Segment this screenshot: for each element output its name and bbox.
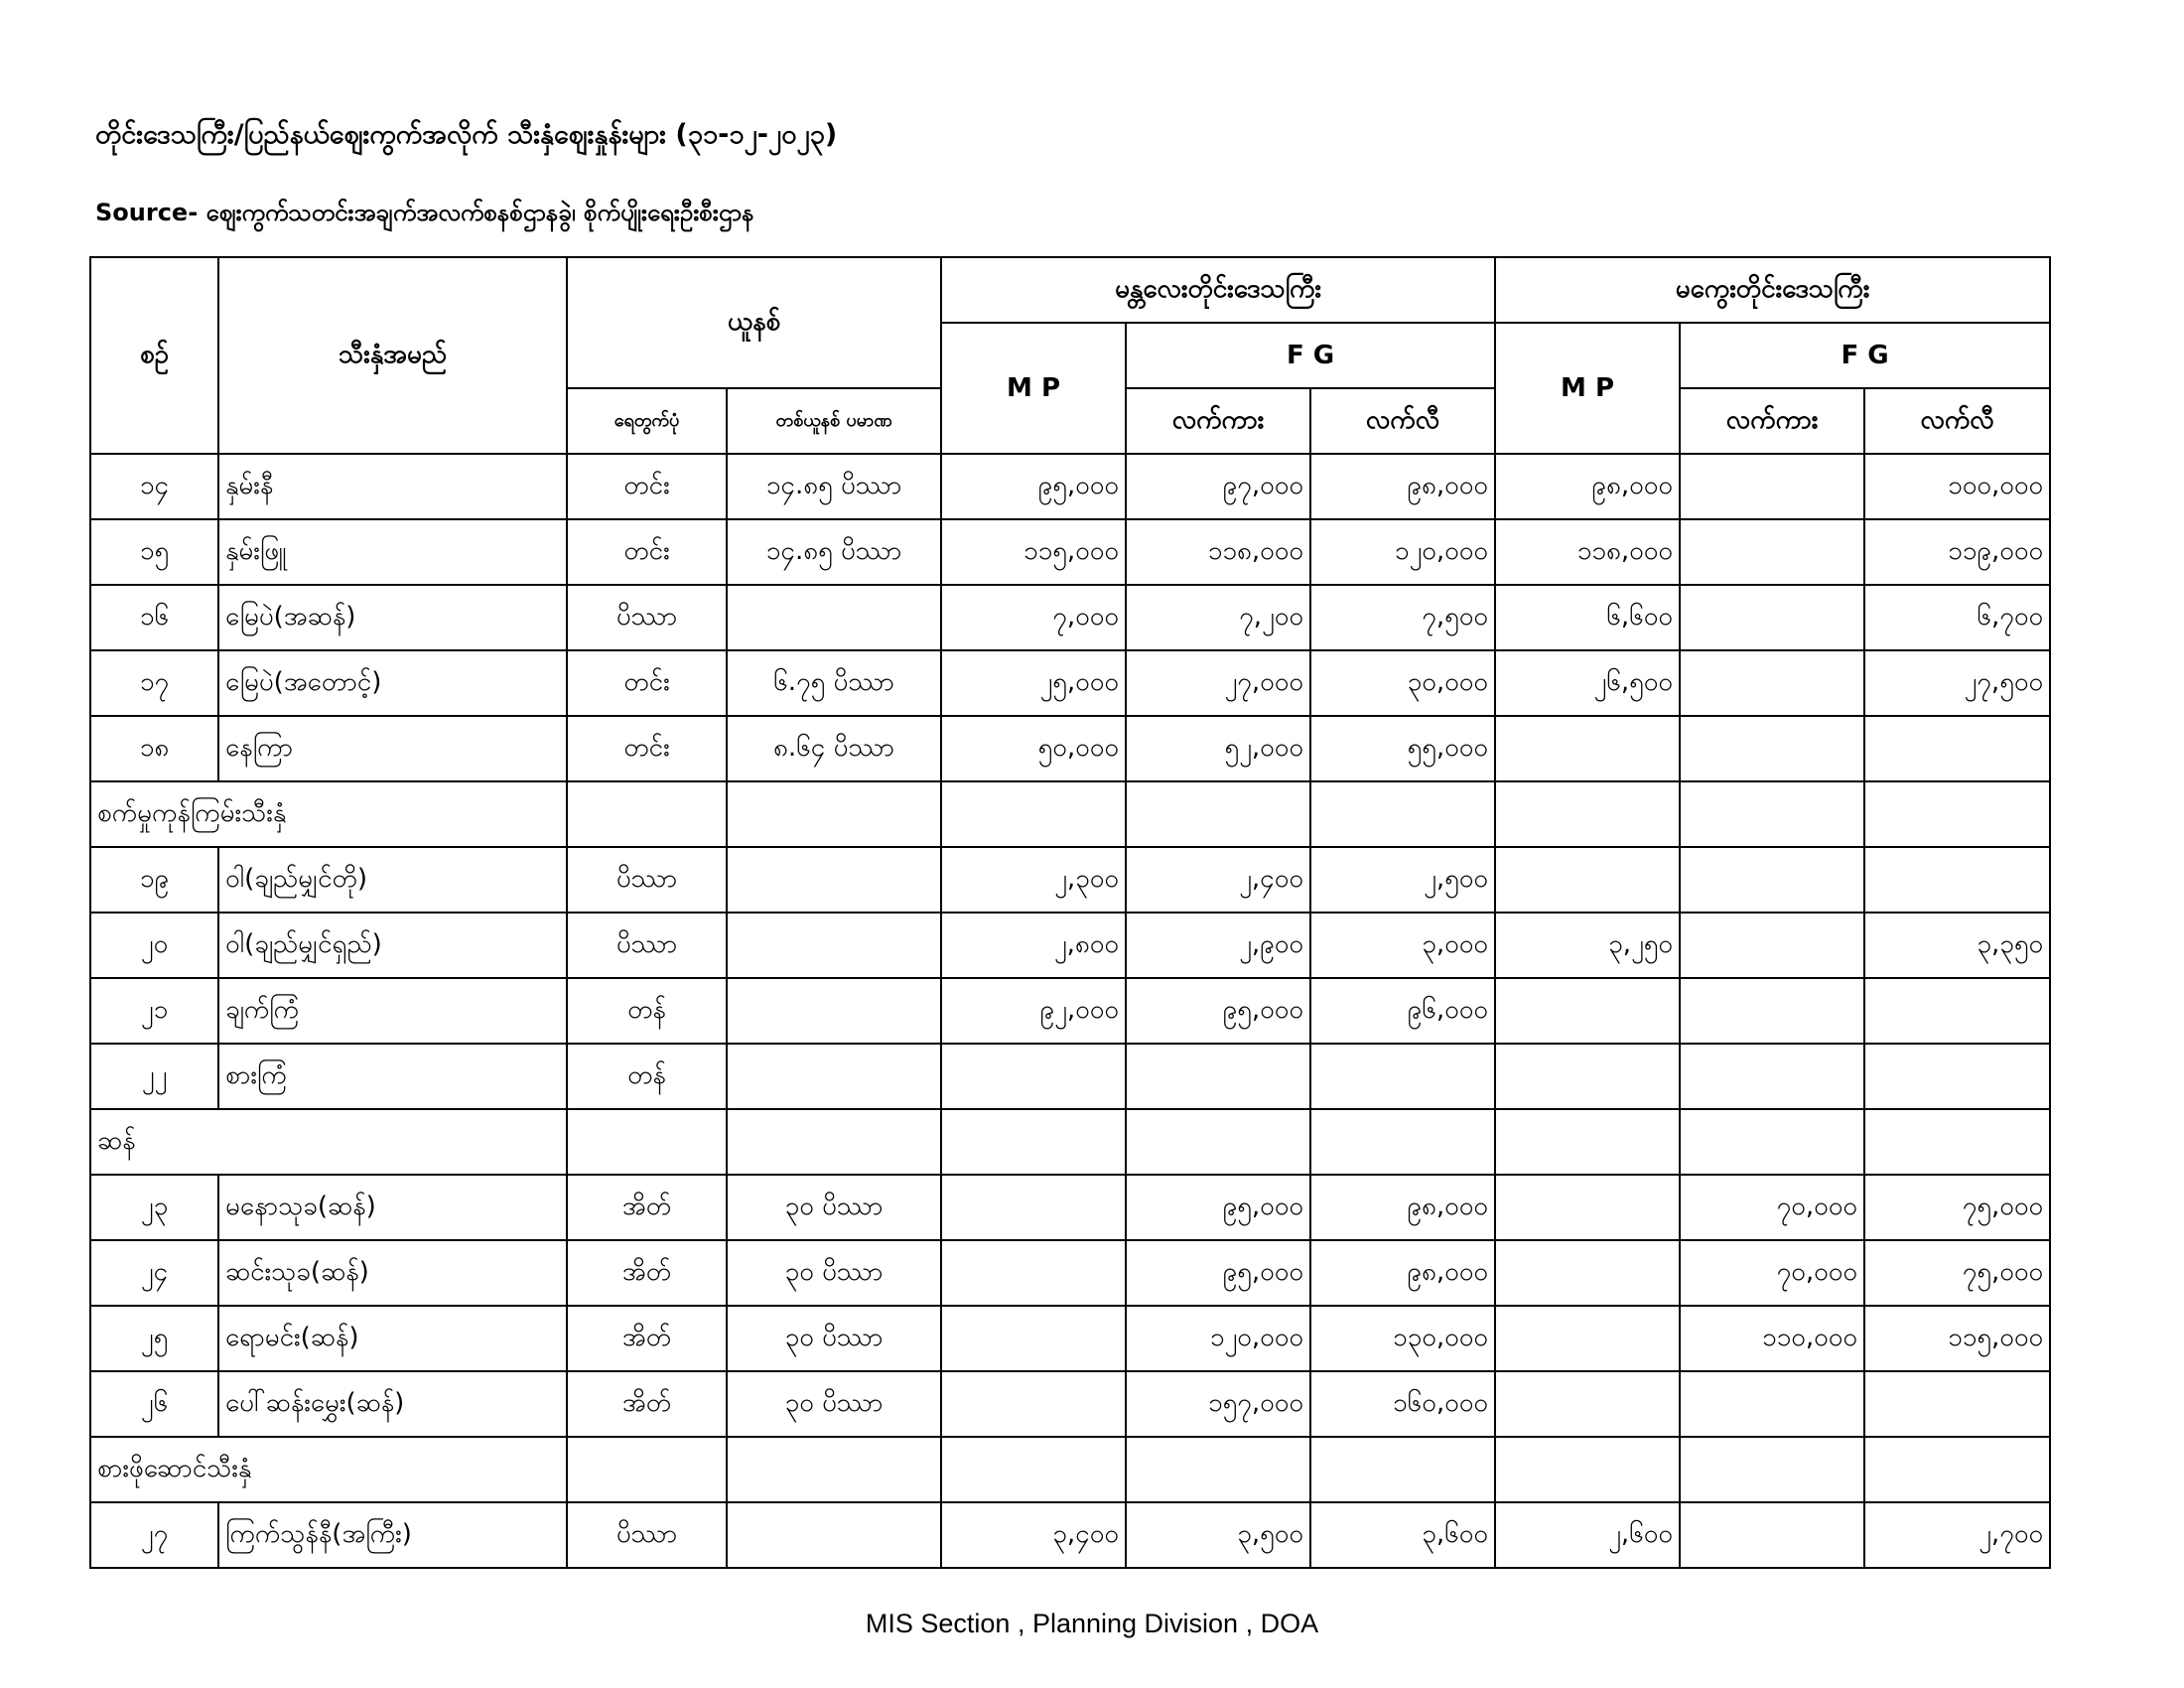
table-row — [90, 1044, 2050, 1109]
table-row — [90, 519, 2050, 585]
magway-retail-price — [1864, 978, 2050, 1044]
mandalay-mp-price — [941, 1044, 1126, 1109]
unit-local: အိတ် — [567, 1175, 727, 1240]
empty-cell — [727, 1109, 941, 1175]
category-label: ဆန် — [90, 1109, 567, 1175]
empty-cell — [1310, 781, 1495, 847]
mandalay-retail-price: ၂,၅၀၀ — [1310, 847, 1495, 913]
mandalay-wholesale-price: ၅၂,၀၀၀ — [1126, 716, 1310, 781]
row-number: ၂၇ — [90, 1502, 218, 1568]
header-mandalay-retail: လက်လီ — [1310, 388, 1495, 454]
magway-wholesale-price — [1680, 454, 1864, 519]
header-region-mandalay: မန္တလေးတိုင်းဒေသကြီး — [941, 257, 1495, 323]
crop-name: နှမ်းနီ — [218, 454, 567, 519]
empty-cell — [567, 781, 727, 847]
mandalay-wholesale-price: ၁၅၇,၀၀၀ — [1126, 1371, 1310, 1437]
table-row — [90, 650, 2050, 716]
crop-name: နှမ်းဖြူ — [218, 519, 567, 585]
header-magway-fg: F G — [1680, 323, 2050, 388]
empty-cell — [1495, 1437, 1680, 1502]
row-number: ၂၃ — [90, 1175, 218, 1240]
magway-mp-price — [1495, 1175, 1680, 1240]
category-row — [90, 1109, 2050, 1175]
magway-mp-price — [1495, 1044, 1680, 1109]
unit-local: တင်း — [567, 519, 727, 585]
table-row — [90, 1240, 2050, 1306]
crop-name: မြေပဲ(အဆန်) — [218, 585, 567, 650]
magway-mp-price: ၃,၂၅၀ — [1495, 913, 1680, 978]
crop-name: ပေါ်ဆန်းမွှေး(ဆန်) — [218, 1371, 567, 1437]
mandalay-retail-price: ၃,၀၀၀ — [1310, 913, 1495, 978]
mandalay-wholesale-price — [1126, 1044, 1310, 1109]
empty-cell — [1680, 1109, 1864, 1175]
unit-weight: ၃၀ ပိဿာ — [727, 1306, 941, 1371]
crop-name: နေကြာ — [218, 716, 567, 781]
table-row — [90, 847, 2050, 913]
crop-name: ဝါ(ချည်မျှင်ရှည်) — [218, 913, 567, 978]
mandalay-retail-price — [1310, 1044, 1495, 1109]
unit-weight — [727, 847, 941, 913]
row-number: ၁၈ — [90, 716, 218, 781]
unit-local: တန် — [567, 1044, 727, 1109]
magway-retail-price: ၁၁၉,၀၀၀ — [1864, 519, 2050, 585]
magway-wholesale-price — [1680, 913, 1864, 978]
mandalay-retail-price: ၇,၅၀၀ — [1310, 585, 1495, 650]
magway-retail-price: ၇၅,၀၀၀ — [1864, 1240, 2050, 1306]
row-number: ၂၁ — [90, 978, 218, 1044]
empty-cell — [567, 1109, 727, 1175]
unit-weight — [727, 978, 941, 1044]
unit-local: တင်း — [567, 650, 727, 716]
header-row-1 — [90, 257, 2050, 323]
table-row — [90, 454, 2050, 519]
unit-weight — [727, 1044, 941, 1109]
mandalay-wholesale-price: ၃,၅၀၀ — [1126, 1502, 1310, 1568]
mandalay-retail-price: ၁၆၀,၀၀၀ — [1310, 1371, 1495, 1437]
unit-local: တင်း — [567, 454, 727, 519]
empty-cell — [1126, 1437, 1310, 1502]
table-row — [90, 716, 2050, 781]
table-body — [90, 257, 2050, 1568]
category-label: စားဖိုဆောင်သီးနှံ — [90, 1437, 567, 1502]
header-unit-local: ရေတွက်ပုံ — [567, 388, 727, 454]
unit-weight: ၃၀ ပိဿာ — [727, 1371, 941, 1437]
empty-cell — [941, 781, 1126, 847]
row-number: ၁၇ — [90, 650, 218, 716]
header-name: သီးနှံအမည် — [218, 257, 567, 454]
mandalay-mp-price — [941, 1306, 1126, 1371]
magway-retail-price: ၇၅,၀၀၀ — [1864, 1175, 2050, 1240]
magway-mp-price — [1495, 716, 1680, 781]
magway-retail-price: ၁၀၀,၀၀၀ — [1864, 454, 2050, 519]
empty-cell — [1495, 1109, 1680, 1175]
crop-name: ရောမင်း(ဆန်) — [218, 1306, 567, 1371]
mandalay-mp-price: ၅၀,၀၀၀ — [941, 716, 1126, 781]
magway-retail-price — [1864, 716, 2050, 781]
magway-retail-price: ၃,၃၅၀ — [1864, 913, 2050, 978]
unit-weight: ၆.၇၅ ပိဿာ — [727, 650, 941, 716]
mandalay-retail-price: ၅၅,၀၀၀ — [1310, 716, 1495, 781]
mandalay-mp-price: ၂၅,၀၀၀ — [941, 650, 1126, 716]
mandalay-retail-price: ၁၂၀,၀၀၀ — [1310, 519, 1495, 585]
magway-mp-price — [1495, 1240, 1680, 1306]
mandalay-retail-price: ၁၃၀,၀၀၀ — [1310, 1306, 1495, 1371]
mandalay-mp-price: ၁၁၅,၀၀၀ — [941, 519, 1126, 585]
crop-name: ဝါ(ချည်မျှင်တို) — [218, 847, 567, 913]
magway-wholesale-price — [1680, 1502, 1864, 1568]
table-row — [90, 1502, 2050, 1568]
crop-name: မနောသုခ(ဆန်) — [218, 1175, 567, 1240]
unit-weight: ၈.၆၄ ပိဿာ — [727, 716, 941, 781]
mandalay-wholesale-price: ၁၂၀,၀၀၀ — [1126, 1306, 1310, 1371]
mandalay-wholesale-price: ၉၅,၀၀၀ — [1126, 1240, 1310, 1306]
empty-cell — [567, 1437, 727, 1502]
magway-retail-price — [1864, 847, 2050, 913]
header-unit: ယူနစ် — [567, 257, 941, 388]
mandalay-wholesale-price: ၉၇,၀၀၀ — [1126, 454, 1310, 519]
unit-local: ပိဿာ — [567, 913, 727, 978]
mandalay-retail-price: ၃,၆၀၀ — [1310, 1502, 1495, 1568]
crop-name: မြေပဲ(အတောင့်) — [218, 650, 567, 716]
unit-weight — [727, 1502, 941, 1568]
table-row — [90, 585, 2050, 650]
unit-local: တင်း — [567, 716, 727, 781]
magway-mp-price: ၁၁၈,၀၀၀ — [1495, 519, 1680, 585]
magway-wholesale-price — [1680, 847, 1864, 913]
unit-local: အိတ် — [567, 1306, 727, 1371]
mandalay-mp-price: ၇,၀၀၀ — [941, 585, 1126, 650]
magway-wholesale-price — [1680, 1044, 1864, 1109]
mandalay-mp-price: ၉၂,၀၀၀ — [941, 978, 1126, 1044]
row-number: ၁၆ — [90, 585, 218, 650]
empty-cell — [1680, 1437, 1864, 1502]
empty-cell — [941, 1437, 1126, 1502]
empty-cell — [1126, 1109, 1310, 1175]
magway-retail-price: ၂,၇၀၀ — [1864, 1502, 2050, 1568]
magway-wholesale-price — [1680, 519, 1864, 585]
unit-local: တန် — [567, 978, 727, 1044]
mandalay-retail-price: ၉၆,၀၀၀ — [1310, 978, 1495, 1044]
row-number: ၁၅ — [90, 519, 218, 585]
empty-cell — [727, 1437, 941, 1502]
mandalay-wholesale-price: ၉၅,၀၀၀ — [1126, 978, 1310, 1044]
row-number: ၂၅ — [90, 1306, 218, 1371]
header-mandalay-fg: F G — [1126, 323, 1495, 388]
row-number: ၂၀ — [90, 913, 218, 978]
header-mandalay-wholesale: လက်ကား — [1126, 388, 1310, 454]
table-row — [90, 1371, 2050, 1437]
row-number: ၂၆ — [90, 1371, 218, 1437]
unit-weight: ၃၀ ပိဿာ — [727, 1240, 941, 1306]
magway-mp-price — [1495, 847, 1680, 913]
magway-mp-price — [1495, 1371, 1680, 1437]
mandalay-mp-price — [941, 1371, 1126, 1437]
header-no: စဉ် — [90, 257, 218, 454]
unit-local: ပိဿာ — [567, 847, 727, 913]
magway-wholesale-price: ၇၀,၀၀၀ — [1680, 1175, 1864, 1240]
mandalay-retail-price: ၉၈,၀၀၀ — [1310, 1240, 1495, 1306]
header-region-magway: မကွေးတိုင်းဒေသကြီး — [1495, 257, 2050, 323]
row-number: ၂၄ — [90, 1240, 218, 1306]
empty-cell — [1864, 1109, 2050, 1175]
magway-mp-price: ၂၆,၅၀၀ — [1495, 650, 1680, 716]
magway-wholesale-price — [1680, 1371, 1864, 1437]
magway-wholesale-price — [1680, 650, 1864, 716]
magway-retail-price: ၁၁၅,၀၀၀ — [1864, 1306, 2050, 1371]
empty-cell — [1680, 781, 1864, 847]
mandalay-mp-price: ၂,၃၀၀ — [941, 847, 1126, 913]
magway-wholesale-price — [1680, 716, 1864, 781]
unit-weight — [727, 585, 941, 650]
unit-weight: ၃၀ ပိဿာ — [727, 1175, 941, 1240]
unit-local: အိတ် — [567, 1240, 727, 1306]
mandalay-mp-price: ၃,၄၀၀ — [941, 1502, 1126, 1568]
row-number: ၁၉ — [90, 847, 218, 913]
table-row — [90, 1306, 2050, 1371]
mandalay-mp-price: ၉၅,၀၀၀ — [941, 454, 1126, 519]
unit-local: အိတ် — [567, 1371, 727, 1437]
price-table — [89, 256, 2051, 1569]
mandalay-wholesale-price: ၂,၄၀၀ — [1126, 847, 1310, 913]
mandalay-wholesale-price: ၇,၂၀၀ — [1126, 585, 1310, 650]
category-row — [90, 781, 2050, 847]
magway-retail-price — [1864, 1044, 2050, 1109]
category-label: စက်မှုကုန်ကြမ်းသီးနှံ — [90, 781, 567, 847]
empty-cell — [1864, 1437, 2050, 1502]
unit-weight: ၁၄.၈၅ ပိဿာ — [727, 519, 941, 585]
empty-cell — [941, 1109, 1126, 1175]
magway-retail-price: ၆,၇၀၀ — [1864, 585, 2050, 650]
crop-name: ဆင်းသုခ(ဆန်) — [218, 1240, 567, 1306]
header-unit-weight: တစ်ယူနစ် ပမာဏ — [727, 388, 941, 454]
empty-cell — [727, 781, 941, 847]
empty-cell — [1310, 1109, 1495, 1175]
magway-wholesale-price — [1680, 978, 1864, 1044]
header-magway-mp: M P — [1495, 323, 1680, 454]
footer-text: MIS Section , Planning Division , DOA — [865, 1609, 1319, 1638]
magway-wholesale-price: ၁၁၀,၀၀၀ — [1680, 1306, 1864, 1371]
mandalay-mp-price — [941, 1240, 1126, 1306]
unit-local: ပိဿာ — [567, 1502, 727, 1568]
magway-wholesale-price: ၇၀,၀၀၀ — [1680, 1240, 1864, 1306]
table-row — [90, 978, 2050, 1044]
table-row — [90, 913, 2050, 978]
source-line: Source- ဈေးကွက်သတင်းအချက်အလက်စနစ်ဌာနခွဲ၊ စိုက်ပျိုးရေးဦးစီးဌာန — [95, 199, 754, 226]
table-row — [90, 1175, 2050, 1240]
mandalay-retail-price: ၃၀,၀၀၀ — [1310, 650, 1495, 716]
empty-cell — [1126, 781, 1310, 847]
crop-name: ကြက်သွန်နီ(အကြီး) — [218, 1502, 567, 1568]
header-mandalay-mp: M P — [941, 323, 1126, 454]
empty-cell — [1864, 781, 2050, 847]
mandalay-retail-price: ၉၈,၀၀၀ — [1310, 454, 1495, 519]
mandalay-retail-price: ၉၈,၀၀၀ — [1310, 1175, 1495, 1240]
magway-wholesale-price — [1680, 585, 1864, 650]
magway-mp-price: ၉၈,၀၀၀ — [1495, 454, 1680, 519]
magway-mp-price: ၂,၆၀၀ — [1495, 1502, 1680, 1568]
row-number: ၂၂ — [90, 1044, 218, 1109]
header-magway-retail: လက်လီ — [1864, 388, 2050, 454]
unit-weight — [727, 913, 941, 978]
mandalay-wholesale-price: ၂၇,၀၀၀ — [1126, 650, 1310, 716]
category-row — [90, 1437, 2050, 1502]
magway-mp-price — [1495, 1306, 1680, 1371]
page-title: တိုင်းဒေသကြီး/ပြည်နယ်ဈေးကွက်အလိုက် သီးနှံဈေးနှုန်းများ (၃၁-၁၂-၂၀၂၃) — [95, 119, 838, 150]
mandalay-mp-price: ၂,၈၀၀ — [941, 913, 1126, 978]
magway-mp-price — [1495, 978, 1680, 1044]
crop-name: စားကြံ — [218, 1044, 567, 1109]
mandalay-wholesale-price: ၂,၉၀၀ — [1126, 913, 1310, 978]
empty-cell — [1310, 1437, 1495, 1502]
empty-cell — [1495, 781, 1680, 847]
magway-retail-price — [1864, 1371, 2050, 1437]
unit-local: ပိဿာ — [567, 585, 727, 650]
mandalay-wholesale-price: ၉၅,၀၀၀ — [1126, 1175, 1310, 1240]
mandalay-wholesale-price: ၁၁၈,၀၀၀ — [1126, 519, 1310, 585]
magway-mp-price: ၆,၆၀၀ — [1495, 585, 1680, 650]
header-magway-wholesale: လက်ကား — [1680, 388, 1864, 454]
magway-retail-price: ၂၇,၅၀၀ — [1864, 650, 2050, 716]
mandalay-mp-price — [941, 1175, 1126, 1240]
row-number: ၁၄ — [90, 454, 218, 519]
crop-name: ချက်ကြံ — [218, 978, 567, 1044]
unit-weight: ၁၄.၈၅ ပိဿာ — [727, 454, 941, 519]
